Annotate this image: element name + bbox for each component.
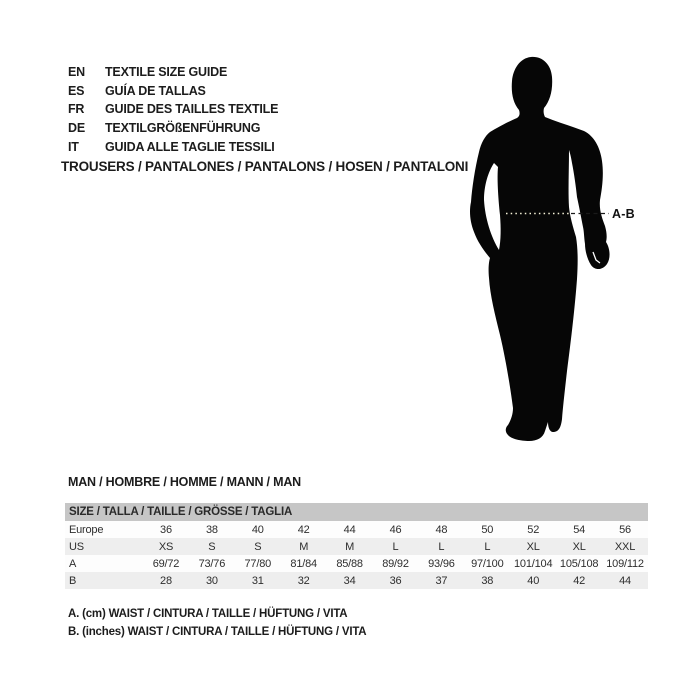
table-cell: M xyxy=(345,540,355,553)
table-cell: 40 xyxy=(527,574,540,587)
table-cell: 42 xyxy=(297,523,310,536)
size-table-header-row xyxy=(65,503,648,521)
table-cell: 38 xyxy=(205,523,218,536)
language-label: GUIDE DES TAILLES TEXTILE xyxy=(105,102,279,117)
table-row-a-cm xyxy=(65,555,648,572)
table-cell: 48 xyxy=(435,523,448,536)
table-cell: XL xyxy=(526,540,540,553)
table-cell: 85/88 xyxy=(336,557,363,570)
gender-heading: MAN / HOMBRE / HOMME / MANN / MAN xyxy=(68,475,301,489)
language-label: TEXTILGRÖßENFÜHRUNG xyxy=(105,121,261,136)
table-cell: S xyxy=(254,540,262,553)
table-cell: 37 xyxy=(435,574,448,587)
table-cell: 38 xyxy=(481,574,494,587)
table-cell: 28 xyxy=(160,574,172,587)
table-cell: 56 xyxy=(619,523,631,536)
table-cell: 109/112 xyxy=(606,557,644,570)
table-cell: XXL xyxy=(614,540,636,553)
language-code: DE xyxy=(68,121,85,136)
row-label: US xyxy=(69,540,84,553)
table-cell: 30 xyxy=(205,574,218,587)
table-cell: 97/100 xyxy=(471,557,504,570)
table-cell: 50 xyxy=(481,523,494,536)
row-label: Europe xyxy=(69,523,104,536)
language-label: GUIDA ALLE TAGLIE TESSILI xyxy=(105,139,275,154)
language-code: FR xyxy=(68,102,85,117)
table-cell: 31 xyxy=(251,574,264,587)
language-label: GUÍA DE TALLAS xyxy=(105,83,206,98)
table-row-b-inches xyxy=(65,572,648,589)
table-cell: 42 xyxy=(573,574,586,587)
table-cell: 101/104 xyxy=(514,557,553,570)
measure-label: A-B xyxy=(612,207,635,221)
table-row-europe xyxy=(65,521,648,538)
table-cell: 73/76 xyxy=(198,557,226,570)
table-cell: 36 xyxy=(160,523,172,536)
table-cell: M xyxy=(299,540,309,553)
table-cell: 93/96 xyxy=(428,557,455,570)
note-b-inches: B. (inches) WAIST / CINTURA / TAILLE / HÜFTUNG / VITA xyxy=(68,625,367,638)
table-cell: 52 xyxy=(527,523,540,536)
table-cell: L xyxy=(438,540,445,553)
language-code: EN xyxy=(68,65,85,80)
garment-heading: TROUSERS / PANTALONES / PANTALONS / HOSEN / PANTALONI xyxy=(61,159,469,174)
table-cell: 54 xyxy=(573,523,586,536)
table-cell: 77/80 xyxy=(244,557,272,570)
table-cell: 44 xyxy=(343,523,356,536)
table-cell: 32 xyxy=(297,574,310,587)
table-row-us xyxy=(65,538,648,555)
row-label: B xyxy=(69,574,77,587)
table-cell: 105/108 xyxy=(559,557,599,570)
table-cell: 89/92 xyxy=(382,557,409,570)
measurement-notes xyxy=(68,606,366,641)
table-cell: XL xyxy=(572,540,586,553)
language-code: IT xyxy=(68,139,79,154)
table-cell: 36 xyxy=(389,574,402,587)
table-cell: 81/84 xyxy=(290,557,317,570)
table-cell: 69/72 xyxy=(152,557,180,570)
table-cell: 44 xyxy=(619,574,631,587)
table-cell: L xyxy=(484,540,491,553)
language-label: TEXTILE SIZE GUIDE xyxy=(105,65,228,80)
table-cell: 46 xyxy=(389,523,402,536)
table-cell: XS xyxy=(158,540,174,553)
size-table xyxy=(65,503,648,589)
table-cell: 34 xyxy=(343,574,356,587)
language-code: ES xyxy=(68,83,85,98)
man-silhouette-icon xyxy=(470,57,610,441)
row-label: A xyxy=(69,557,77,570)
table-cell: L xyxy=(392,540,399,553)
note-a-cm: A. (cm) WAIST / CINTURA / TAILLE / HÜFTUNG / VITA xyxy=(68,608,348,620)
table-cell: S xyxy=(208,540,216,553)
table-cell: 40 xyxy=(251,523,264,536)
size-table-header: SIZE / TALLA / TAILLE / GRÖSSE / TAGLIA xyxy=(65,503,648,521)
